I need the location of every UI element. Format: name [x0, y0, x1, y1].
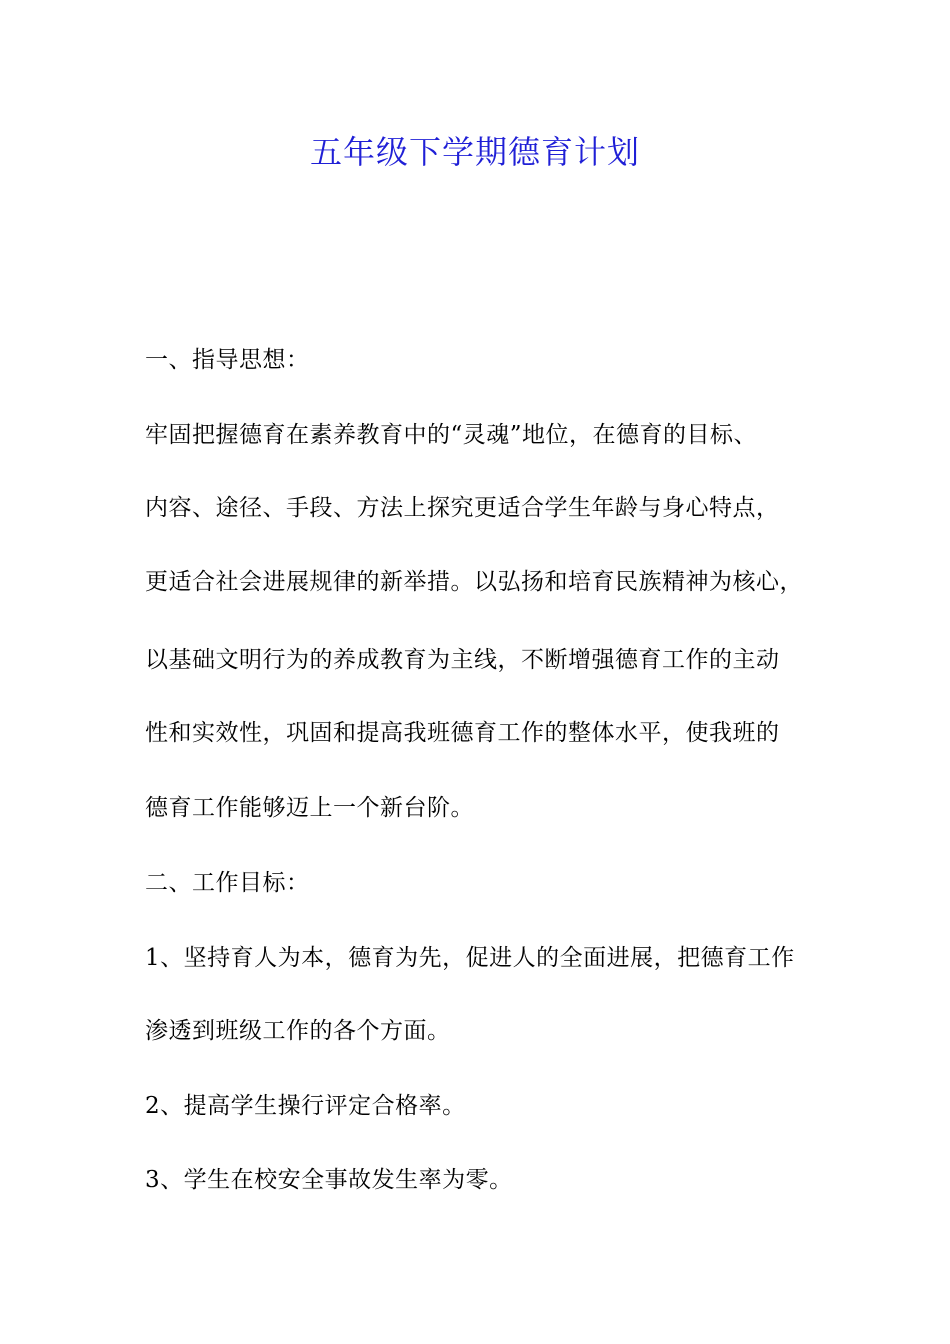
- paragraph-line: 牢固把握德育在素养教育中的“灵魂”地位，在德育的目标、: [145, 422, 758, 448]
- list-item-line: 2、提高学生操行评定合格率。: [145, 1093, 466, 1119]
- document-title: 五年级下学期德育计划: [309, 133, 640, 171]
- section-heading-work-goals: 二、工作目标：: [145, 870, 310, 896]
- paragraph-line: 以基础文明行为的养成教育为主线，不断增强德育工作的主动: [145, 647, 780, 673]
- list-item-line: 3、学生在校安全事故发生率为零。: [145, 1167, 513, 1193]
- paragraph-line: 性和实效性，巩固和提高我班德育工作的整体水平，使我班的: [145, 720, 780, 746]
- paragraph-line: 德育工作能够迈上一个新台阶。: [145, 795, 474, 821]
- list-item-line: 1、坚持育人为本，德育为先，促进人的全面进展，把德育工作: [145, 945, 795, 971]
- paragraph-line: 更适合社会进展规律的新举措。以弘扬和培育民族精神为核心，: [145, 569, 803, 595]
- list-item-line: 渗透到班级工作的各个方面。: [145, 1018, 451, 1044]
- paragraph-line: 内容、途径、手段、方法上探究更适合学生年龄与身心特点，: [145, 495, 780, 521]
- section-heading-guiding-ideology: 一、指导思想：: [145, 347, 310, 373]
